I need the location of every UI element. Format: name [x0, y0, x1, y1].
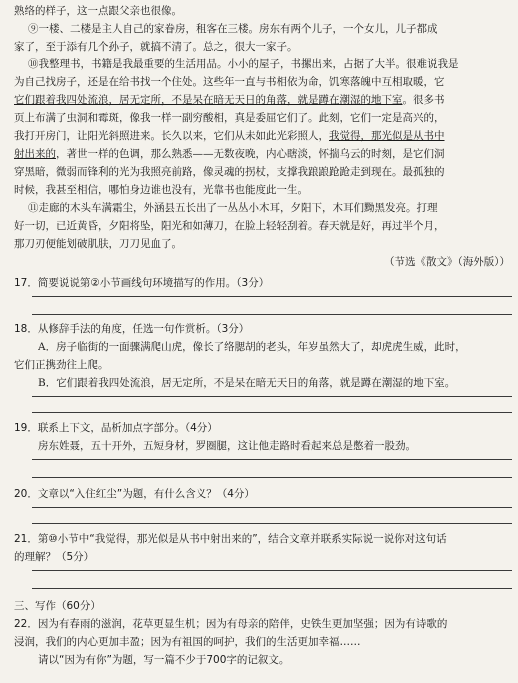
- paragraph-11-line: ⑪走廊的木头车满霜尘，外涵县五长出了一丛丛小木耳，夕阳下，木耳们黝黑发亮。打理: [28, 202, 438, 214]
- paragraph-10-line: 为自己找房子，还是在给书找一个住处。这些年一直与书相依为命，饥寒落魄中互相取暖，它: [14, 76, 445, 88]
- paragraph-10-line: [14, 93, 510, 107]
- question-21-line: 的理解？（5分）: [14, 551, 95, 563]
- answer-line[interactable]: [32, 459, 512, 460]
- answer-line[interactable]: [32, 570, 512, 571]
- paragraph-11-line: 好一切，已近黄昏，夕阳将坠，阳光和如薄刀，在脸上轻轻刮着。春天就是好，再过半个月，: [14, 220, 445, 232]
- source-citation: （节选《散文》（海外版））: [384, 256, 510, 268]
- option-a-line: 它们正携劲往上爬。: [14, 359, 109, 371]
- answer-line[interactable]: [32, 588, 512, 589]
- paragraph-10-line: [14, 129, 510, 143]
- paragraph-10-line: [14, 147, 510, 161]
- answer-line[interactable]: [32, 296, 512, 297]
- question-17: 17．简要说说第②小节画线句环境描写的作用。（3分）: [14, 277, 270, 289]
- question-19-text: 房东姓聂，五十开外，五短身材，罗圈腿，这让他走路时看起来总是憋着一股劲。: [38, 440, 416, 452]
- paragraph-10-line: 页上布满了虫洞和霉斑，像我一样一副穷酸相，真是委屈它们了。此刻，它们一定是高兴的，: [14, 112, 445, 124]
- paragraph-11-line: 那刀刃便能划破肌肤，刀刀见血了。: [14, 238, 182, 250]
- underlined-sentence: 我觉得，那光似是从书中: [329, 130, 445, 142]
- underlined-sentence: 射出来的: [14, 148, 56, 160]
- answer-line[interactable]: [32, 314, 512, 315]
- question-22: 22．因为有春雨的滋润，花草更显生机；因为有母亲的陪伴，史铁生更加坚强；因为有诗歌的: [14, 618, 448, 630]
- answer-line[interactable]: [32, 477, 512, 478]
- option-b: B．它们跟着我四处流浪，居无定所，不是呆在暗无天日的角落，就是蹲在潮湿的地下室。: [38, 377, 456, 389]
- question-18: 18．从修辞手法的角度，任选一句作赏析。（3分）: [14, 323, 250, 335]
- passage-text: 我打开房门，让阳光斜照进来。长久以来，它们从未如此光彩照人，: [14, 130, 329, 142]
- answer-line[interactable]: [32, 507, 512, 508]
- writing-prompt: 请以“因为有你”为题，写一篇不少于700字的记叙文。: [38, 654, 290, 666]
- underlined-sentence: 它们跟着我四处流浪，居无定所，不是呆在暗无天日的角落，就是蹲在潮湿的地下室: [14, 94, 403, 106]
- paragraph-9-line: 家了，至于添有几个孙子，就搞不清了。总之，很大一家子。: [14, 41, 298, 53]
- question-21: 21．第⑩小节中“我觉得，那光似是从书中射出来的”，结合文章并联系实际说一说你对这句话: [14, 533, 447, 545]
- question-22-line: 浸润，我们的内心更加丰盈；因为有祖国的呵护，我们的生活更加幸福……: [14, 636, 361, 648]
- question-19: 19．联系上下文，品析加点字部分。（4分）: [14, 422, 218, 434]
- question-20: 20．文章以“入住红尘”为题，有什么含义？（4分）: [14, 488, 255, 500]
- passage-text: 。很多书: [402, 94, 445, 106]
- passage-line: 熟络的样子，这一点跟父亲也很像。: [14, 5, 182, 17]
- writing-section-header: 三、写作（60分）: [14, 600, 101, 612]
- answer-line[interactable]: [32, 523, 512, 524]
- paragraph-10-line: 穿黑暗，微弱而锋利的光为我照亮前路，像灵魂的拐杖，支撑我踉踉跄跄走到现在。最孤独的: [14, 166, 445, 178]
- answer-line[interactable]: [32, 412, 512, 413]
- option-a-line: A．房子临街的一面骤满爬山虎，像长了络腮胡的老头，年岁虽然大了，却虎虎生威，此时，: [38, 341, 466, 353]
- paragraph-10-line: 时候，我甚至相信，哪怕身边谁也没有，光靠书也能度此一生。: [14, 184, 308, 196]
- answer-line[interactable]: [32, 396, 512, 397]
- paragraph-9-line: ⑨一楼、二楼是主人自己的家眷房，租客在三楼。房东有两个儿子，一个女儿，儿子都成: [28, 23, 438, 35]
- paragraph-10-line: ⑩我整理书，书籍是我最重要的生活用品。小小的屋子，书摞出来，占据了大半。很难说我是: [28, 58, 459, 70]
- passage-text: ，著世一样的色调，那么熟悉——无数夜晚，内心瞎淡，怀揣乌云的时刻，是它们洞: [56, 148, 445, 160]
